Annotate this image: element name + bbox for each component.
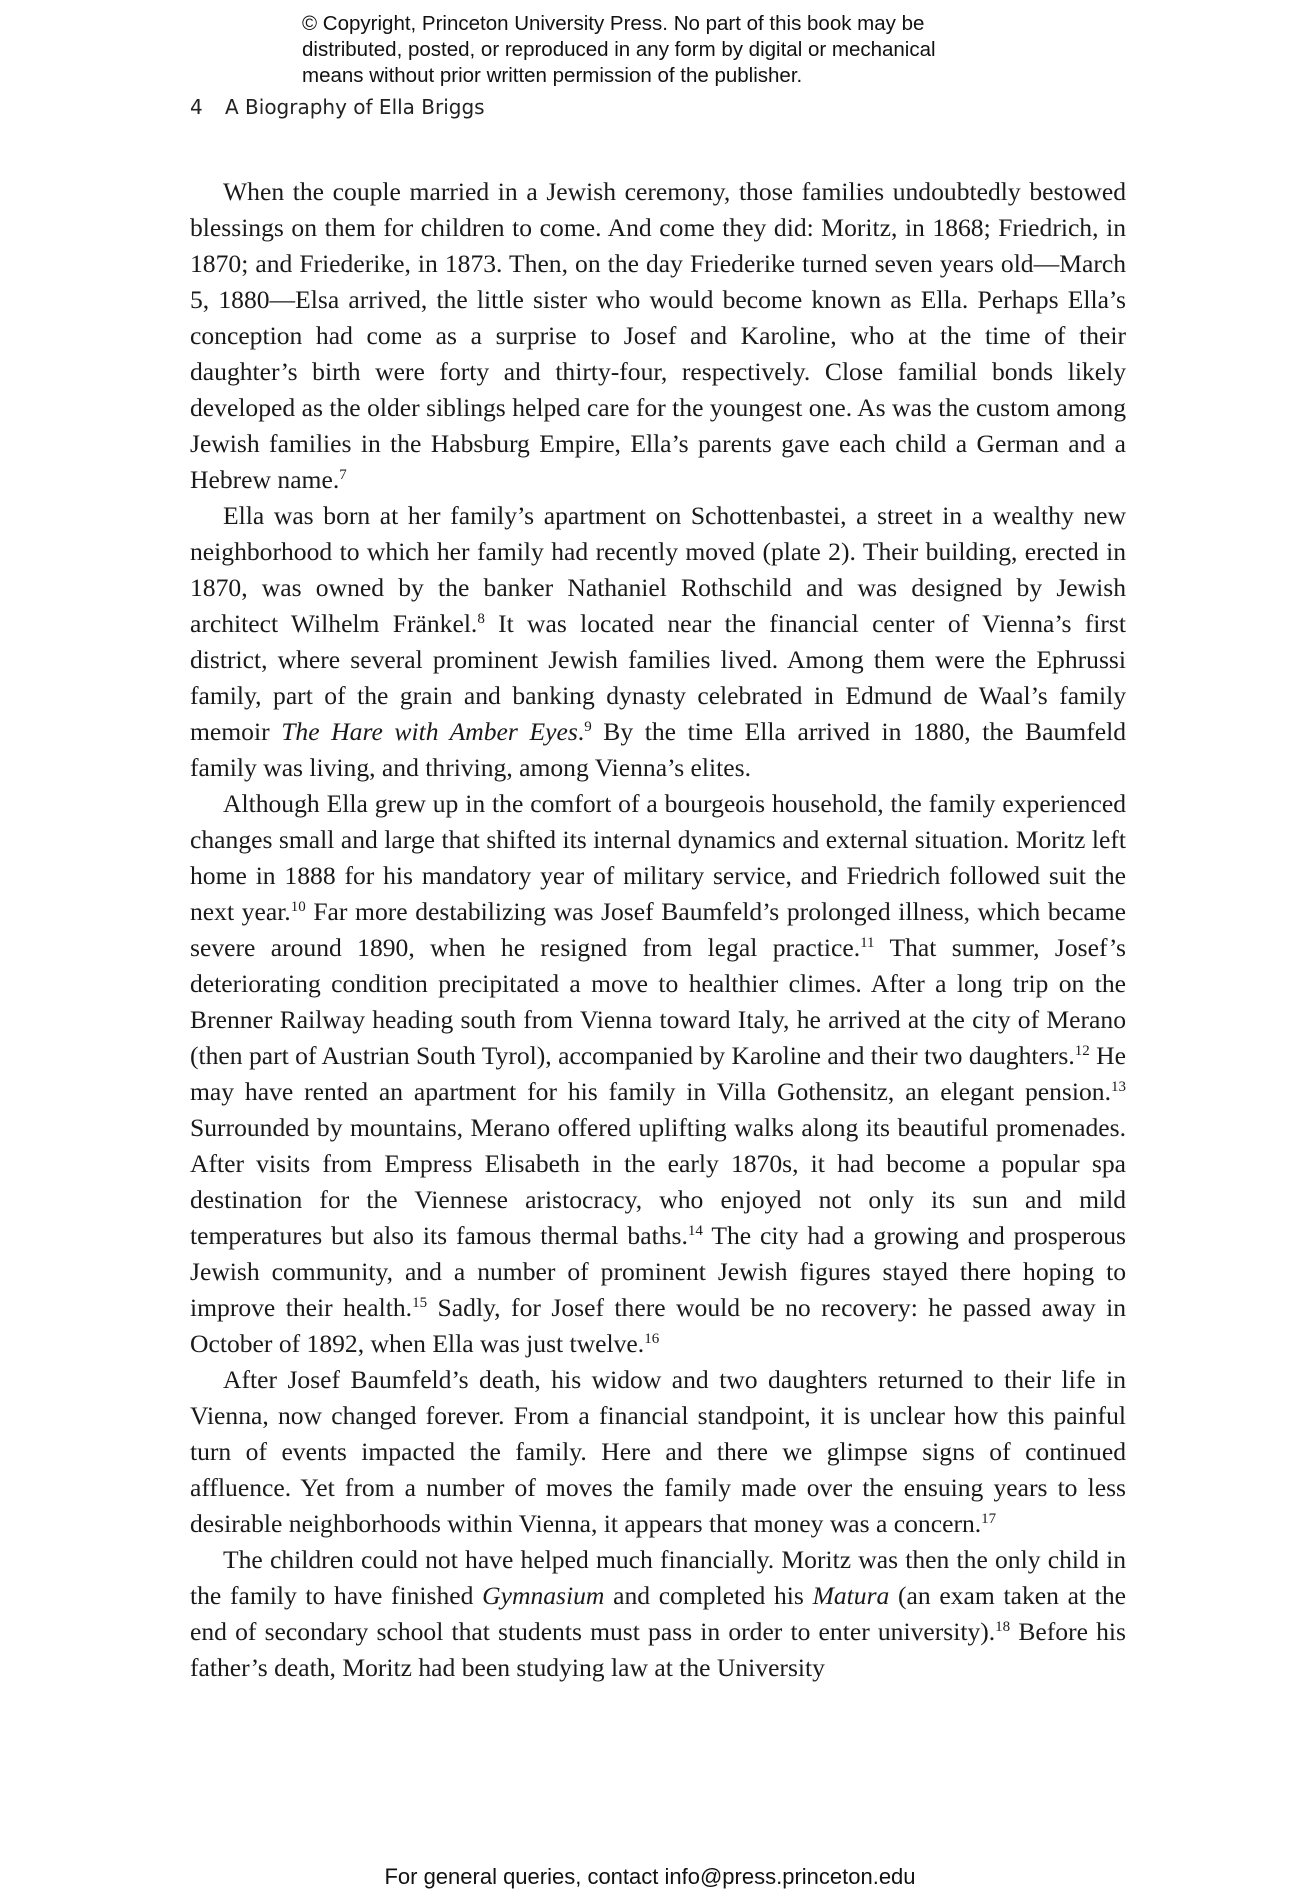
copyright-notice	[302, 11, 1022, 89]
paragraph-text: It was located near the financial center of Vienna’s first district, where several prominent Jewish families lived. Among them were the Ephrussi family, part of the grain and banking dynasty celebrated in Edmund de Waal’s family memoir	[190, 609, 1126, 746]
footer-contact: For general queries, contact info@press.princeton.edu	[384, 1864, 916, 1889]
paragraph-text: After Josef Baumfeld’s death, his widow and two daughters returned to their life in Vienna, now changed forever. From a financial standpoint, it is unclear how this painful turn of events impacted the family. Here and there we glimpse signs of continued affluence. Yet from a number of moves the family made over the ensuing years to less desirable neighborhoods within Vienna, it appears that money was a concern.	[190, 1365, 1126, 1538]
copyright-line: means without prior written permission of the publisher.	[302, 64, 803, 87]
italic-text: The Hare with Amber Eyes	[281, 717, 578, 746]
paragraph-text: .	[577, 717, 585, 746]
paragraph-text: By the time Ella arrived in 1880, the Baumfeld family was living, and thriving, among Vienna’s elites.	[190, 717, 1126, 782]
paragraph-text: Before his father’s death, Moritz had been studying law at the University	[190, 1617, 1126, 1682]
footnote-reference[interactable]: 13	[1111, 1079, 1126, 1095]
paragraph-text: Far more destabilizing was Josef Baumfeld’s prolonged illness, which became severe around 1890, when he resigned from legal practice.	[190, 897, 1126, 962]
footnote-reference[interactable]: 10	[290, 899, 306, 915]
copyright-line: © Copyright, Princeton University Press. No part of this book may be	[302, 12, 925, 35]
book-title: A Biography of Ella Briggs	[225, 95, 485, 119]
paragraph-text: (an exam taken at the end of secondary school that students must pass in order to enter university).	[190, 1581, 1126, 1646]
body-text	[190, 174, 1126, 1686]
copyright-line: distributed, posted, or reproduced in any form by digital or mechanical	[302, 38, 936, 61]
footnote-reference[interactable]: 17	[981, 1511, 997, 1527]
page-number: 4	[190, 95, 203, 119]
paragraph-text: He may have rented an apartment for his family in Villa Gothensitz, an elegant pension.	[190, 1041, 1127, 1106]
paragraph-text: Although Ella grew up in the comfort of a bourgeois household, the family experienced changes small and large that shifted its internal dynamics and external situation. Moritz left home in 1888 for his mandatory year of military service, and Friedrich followed suit the next year.	[190, 789, 1126, 926]
paragraph-text: When the couple married in a Jewish ceremony, those families undoubtedly bestowed blessings on them for children to come. And come they did: Moritz, in 1868; Friedrich, in 1870; and Friederike, in 1873. Then, on the day Friederike turned seven years old—March 5, 1880—Elsa arrived, the little sister who would become known as Ella. Perhaps Ella’s conception had come as a surprise to Josef and Karoline, who at the time of their daughter’s birth were forty and thirty-four, respectively. Close familial bonds likely developed as the older siblings helped care for the youngest one. As was the custom among Jewish families in the Habsburg Empire, Ella’s parents gave each child a German and a Hebrew name.	[190, 177, 1126, 494]
paragraph-text: The city had a growing and prosperous Jewish community, and a number of prominent Jewish figures stayed there hoping to improve their health.	[190, 1221, 1126, 1322]
paragraph-text: That summer, Josef’s deteriorating condition precipitated a move to healthier climes. After a long trip on the Brenner Railway heading south from Vienna toward Italy, he arrived at the city of Merano (then part of Austrian South Tyrol), accompanied by Karoline and their two daughters.	[190, 933, 1126, 1070]
footnote-reference[interactable]: 18	[995, 1619, 1011, 1635]
body-paragraph	[190, 1542, 1126, 1686]
footnote-reference[interactable]: 7	[339, 467, 347, 483]
footnote-reference[interactable]: 9	[584, 719, 592, 735]
paragraph-text: The children could not have helped much financially. Moritz was then the only child in the family to have finished	[190, 1545, 1126, 1610]
paragraph-text: Sadly, for Josef there would be no recovery: he passed away in October of 1892, when Ella was just twelve.	[190, 1293, 1126, 1358]
paragraph-text: Ella was born at her family’s apartment on Schottenbastei, a street in a wealthy new neighborhood to which her family had recently moved (plate 2). Their building, erected in 1870, was owned by the banker Nathaniel Rothschild and was designed by Jewish architect Wilhelm Fränkel.	[190, 501, 1126, 638]
paragraph-text: and completed his	[604, 1581, 813, 1610]
footnote-reference[interactable]: 12	[1074, 1043, 1090, 1059]
italic-text: Matura	[812, 1581, 890, 1610]
footnote-reference[interactable]: 16	[644, 1331, 660, 1347]
body-paragraph	[190, 498, 1126, 786]
footnote-reference[interactable]: 14	[687, 1223, 703, 1239]
footnote-reference[interactable]: 11	[860, 935, 875, 951]
body-paragraph	[190, 1362, 1126, 1542]
footnote-reference[interactable]: 8	[477, 611, 485, 627]
body-paragraph	[190, 786, 1126, 1362]
paragraph-text: Surrounded by mountains, Merano offered uplifting walks along its beautiful promenades. After visits from Empress Elisabeth in the early 1870s, it had become a popular spa destination for the Viennese aristocracy, who enjoyed not only its sun and mild temperatures but also its famous thermal baths.	[190, 1113, 1126, 1250]
italic-text: Gymnasium	[482, 1581, 605, 1610]
running-head	[190, 95, 485, 119]
footnote-reference[interactable]: 15	[412, 1295, 428, 1311]
body-paragraph	[190, 174, 1126, 498]
